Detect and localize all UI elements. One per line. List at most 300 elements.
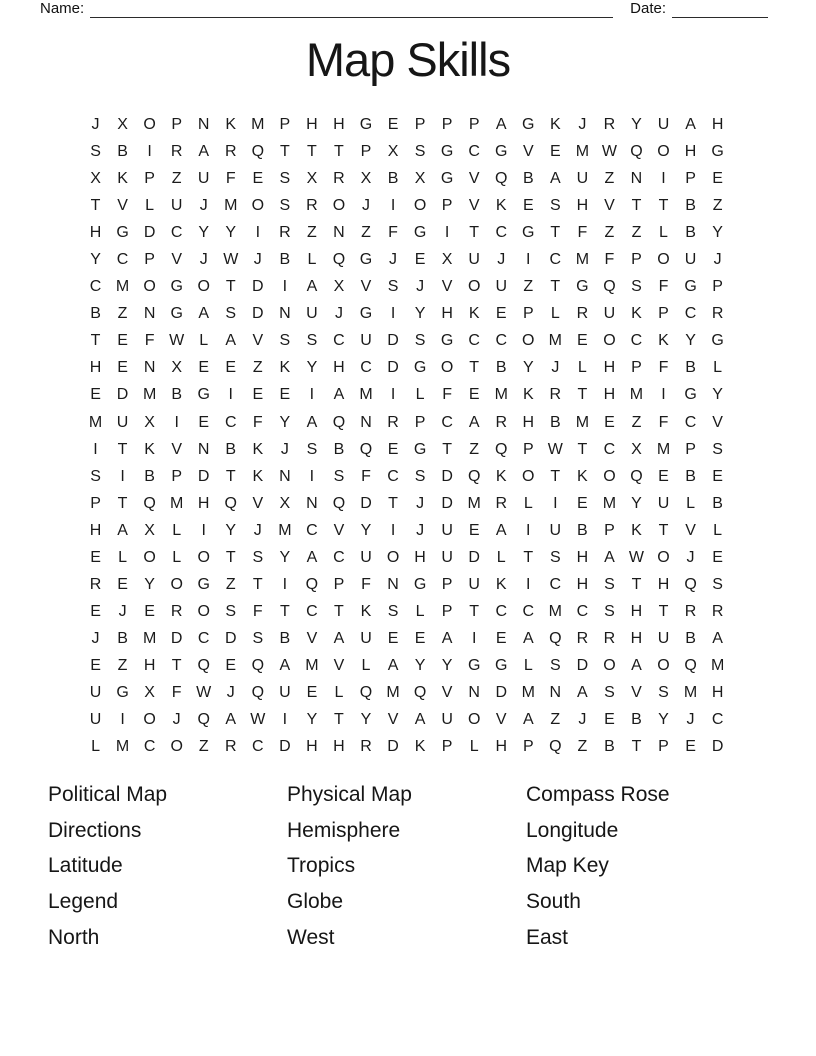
grid-cell-letter: X (90, 170, 101, 188)
grid-cell-letter: H (630, 602, 643, 620)
grid-cell-letter: I (309, 386, 315, 404)
word-list-item: Globe (287, 890, 344, 914)
grid-cell-letter: M (602, 494, 617, 512)
grid-cell-letter: Q (684, 575, 697, 593)
grid-cell-letter: U (360, 332, 372, 350)
grid-cell-letter: J (416, 494, 425, 512)
grid-cell-letter: Q (251, 683, 265, 701)
grid-cell-letter: Z (198, 738, 209, 756)
grid-cell-letter: V (306, 629, 318, 647)
grid-cell-letter: R (89, 575, 102, 593)
grid-cell-letter: Q (251, 656, 265, 674)
grid-cell-letter: O (143, 711, 156, 729)
grid-cell-letter: E (117, 332, 128, 350)
grid-cell-letter: M (278, 521, 292, 539)
grid-cell-letter: Q (197, 656, 210, 674)
grid-cell-letter: T (279, 143, 290, 161)
grid-cell-letter: U (441, 521, 453, 539)
grid-cell-letter: A (306, 548, 318, 566)
grid-cell-letter: X (144, 521, 155, 539)
grid-cell-letter: E (387, 440, 399, 458)
grid-cell-letter: Z (469, 440, 480, 458)
grid-cell-letter: E (117, 359, 128, 377)
grid-cell-letter: K (252, 467, 264, 485)
word-list-item: Longitude (526, 818, 619, 842)
grid-cell-letter: J (91, 116, 100, 133)
grid-cell-letter: Y (279, 548, 291, 566)
grid-cell-letter: K (495, 197, 507, 215)
grid-cell-letter: T (658, 602, 669, 620)
grid-cell-letter: V (387, 711, 399, 729)
grid-cell-letter: N (143, 359, 156, 377)
grid-cell-letter: D (441, 467, 453, 485)
grid-cell-letter: P (441, 116, 453, 133)
grid-cell-letter: C (684, 413, 697, 431)
grid-cell-letter: Q (603, 278, 616, 296)
grid-cell-letter: F (658, 413, 669, 431)
grid-cell-letter: F (144, 332, 155, 350)
grid-cell-letter: H (414, 548, 426, 566)
grid-cell-letter: C (333, 332, 345, 350)
grid-cell-letter: Z (631, 224, 642, 242)
grid-cell-letter: C (684, 305, 697, 323)
grid-cell-letter: E (306, 683, 318, 701)
grid-cell-letter: U (197, 170, 210, 188)
grid-cell-letter: Z (604, 224, 615, 242)
grid-cell-letter: U (360, 548, 372, 566)
grid-cell-letter: T (442, 440, 453, 458)
grid-cell-letter: T (631, 738, 642, 756)
grid-cell-letter: G (413, 359, 427, 377)
grid-cell-letter: B (90, 305, 101, 323)
word-list-item: South (526, 890, 581, 914)
grid-cell-letter: B (685, 197, 696, 215)
grid-cell-letter: B (685, 629, 696, 647)
grid-cell-letter: M (142, 386, 157, 404)
grid-cell-letter: J (280, 440, 289, 458)
grid-cell-letter: X (360, 170, 372, 188)
name-label: Name: (40, 0, 85, 17)
grid-cell-letter: T (631, 197, 642, 215)
grid-cell-letter: L (172, 548, 182, 566)
grid-cell-letter: Q (224, 494, 237, 512)
grid-cell-letter: I (661, 386, 666, 404)
grid-cell-letter: T (631, 575, 642, 593)
grid-cell-letter: C (711, 711, 724, 729)
grid-cell-letter: A (631, 656, 642, 674)
grid-cell-letter: P (604, 521, 615, 539)
grid-cell-letter: P (333, 575, 345, 593)
grid-cell-letter: V (252, 494, 264, 512)
grid-cell-letter: R (224, 143, 237, 161)
grid-cell-letter: L (523, 656, 533, 674)
grid-cell-letter: T (469, 602, 480, 620)
grid-row (82, 381, 731, 408)
grid-cell-letter: C (170, 224, 183, 242)
grid-cell-letter: Y (198, 224, 210, 242)
grid-cell-letter: H (197, 494, 210, 512)
grid-cell-letter: F (658, 359, 669, 377)
grid-cell-letter: V (631, 683, 642, 701)
grid-row (82, 273, 731, 300)
grid-cell-letter: P (414, 116, 426, 133)
page-title: Map Skills (305, 33, 511, 86)
grid-cell-letter: V (441, 683, 453, 701)
grid-cell-letter: D (116, 386, 129, 404)
grid-cell-letter: M (710, 656, 725, 674)
word-list (48, 777, 776, 955)
grid-cell-letter: I (282, 278, 288, 296)
grid-cell-letter: X (414, 170, 426, 188)
grid-cell-letter: U (657, 494, 670, 512)
grid-cell-letter: E (90, 602, 101, 620)
grid-cell-letter: Z (361, 224, 371, 242)
grid-cell-letter: C (495, 224, 507, 242)
grid-cell-letter: P (414, 413, 426, 431)
grid-cell-letter: A (387, 656, 399, 674)
grid-cell-letter: Y (658, 711, 669, 729)
grid-cell-letter: B (279, 251, 291, 269)
grid-cell-letter: V (522, 143, 534, 161)
grid-cell-letter: F (388, 224, 398, 242)
grid-cell-letter: I (526, 521, 531, 539)
grid-cell-letter: Y (441, 656, 453, 674)
grid-cell-letter: U (89, 711, 102, 729)
grid-cell-letter: K (549, 116, 561, 133)
grid-cell-letter: J (172, 711, 181, 729)
grid-cell-letter: E (198, 413, 210, 431)
grid-cell-letter: O (170, 738, 183, 756)
grid-cell-letter: S (712, 575, 723, 593)
name-blank-line (90, 2, 613, 18)
grid-cell-letter: T (90, 332, 101, 350)
grid-cell-letter: G (116, 224, 129, 242)
grid-cell-letter: Z (712, 197, 723, 215)
grid-cell-letter: K (522, 386, 534, 404)
grid-cell-letter: C (522, 602, 535, 620)
grid-cell-letter: V (333, 656, 345, 674)
grid-cell-letter: U (89, 683, 102, 701)
grid-cell-letter: N (333, 224, 345, 242)
grid-cell-letter: P (441, 602, 453, 620)
grid-cell-letter: A (468, 413, 480, 431)
grid-cell-letter: U (360, 629, 372, 647)
grid-cell-letter: C (116, 251, 129, 269)
grid-cell-letter: O (251, 197, 265, 215)
grid-cell-letter: S (90, 143, 101, 161)
grid-cell-letter: G (116, 683, 129, 701)
grid-cell-letter: K (468, 305, 480, 323)
grid-cell-letter: A (549, 170, 561, 188)
grid-cell-letter: R (279, 224, 291, 242)
grid-cell-letter: M (656, 440, 671, 458)
grid-cell-letter: Y (631, 494, 642, 512)
grid-cell-letter: X (387, 143, 399, 161)
grid-cell-letter: O (413, 197, 427, 215)
grid-cell-letter: H (522, 413, 535, 431)
grid-cell-letter: S (631, 278, 642, 296)
grid-cell-letter: Y (306, 359, 318, 377)
grid-cell-letter: I (93, 440, 98, 458)
grid-cell-letter: M (521, 683, 535, 701)
grid-cell-letter: V (441, 278, 453, 296)
grid-cell-letter: S (90, 467, 101, 485)
grid-cell-letter: G (440, 143, 454, 161)
grid-cell-letter: O (467, 711, 481, 729)
grid-cell-letter: I (255, 224, 261, 242)
grid-cell-letter: Y (414, 656, 426, 674)
grid-cell-letter: J (551, 359, 560, 377)
grid-cell-letter: L (713, 521, 723, 539)
grid-cell-letter: Q (332, 494, 346, 512)
grid-cell-letter: U (468, 251, 480, 269)
grid-cell-letter: G (711, 332, 724, 350)
grid-cell-letter: E (604, 413, 615, 431)
grid-cell-letter: P (712, 278, 723, 296)
grid-cell-letter: E (577, 332, 588, 350)
grid-cell-letter: F (361, 467, 371, 485)
grid-cell-letter: D (224, 629, 237, 647)
grid-cell-letter: L (199, 332, 209, 350)
grid-cell-letter: Q (495, 170, 508, 188)
grid-cell-letter: C (495, 332, 507, 350)
grid-cell-letter: E (712, 467, 723, 485)
grid-cell-letter: S (306, 332, 318, 350)
grid-cell-letter: G (359, 251, 373, 269)
grid-cell-letter: W (628, 548, 645, 566)
grid-cell-letter: K (631, 521, 642, 539)
grid-cell-letter: Q (549, 738, 562, 756)
grid-cell-letter: S (549, 197, 561, 215)
grid-cell-letter: T (469, 224, 480, 242)
grid-cell-letter: A (441, 629, 453, 647)
grid-cell-letter: O (143, 116, 156, 133)
grid-cell-letter: E (90, 548, 101, 566)
grid-cell-letter: L (145, 197, 155, 215)
grid-cell-letter: T (225, 548, 236, 566)
grid-cell-letter: O (467, 278, 481, 296)
grid-cell-letter: J (497, 251, 506, 269)
grid-cell-letter: E (225, 359, 237, 377)
grid-cell-letter: H (576, 575, 589, 593)
grid-cell-letter: E (198, 359, 210, 377)
grid-cell-letter: G (684, 386, 697, 404)
grid-cell-letter: I (147, 143, 152, 161)
grid-cell-letter: J (416, 278, 425, 296)
grid-cell-letter: C (603, 440, 616, 458)
grid-cell-letter: P (360, 143, 372, 161)
worksheet-header (40, 0, 768, 18)
grid-cell-letter: E (658, 467, 669, 485)
grid-cell-letter: U (684, 251, 697, 269)
grid-row (82, 165, 731, 192)
grid-cell-letter: J (199, 251, 208, 269)
grid-cell-letter: P (631, 359, 642, 377)
grid-cell-letter: F (442, 386, 453, 404)
grid-cell-letter: R (495, 413, 507, 431)
grid-cell-letter: A (225, 711, 237, 729)
grid-cell-letter: A (577, 683, 588, 701)
grid-cell-letter: T (469, 359, 480, 377)
grid-cell-letter: I (309, 467, 315, 485)
grid-cell-letter: F (361, 575, 371, 593)
date-blank-line (672, 2, 768, 18)
grid-cell-letter: A (414, 711, 426, 729)
grid-cell-letter: A (333, 386, 345, 404)
grid-cell-letter: Y (144, 575, 155, 593)
grid-cell-letter: V (468, 197, 480, 215)
grid-cell-letter: V (252, 332, 264, 350)
grid-cell-letter: E (468, 521, 480, 539)
grid-cell-letter: L (523, 494, 533, 512)
grid-cell-letter: T (550, 224, 561, 242)
grid-cell-letter: A (198, 305, 210, 323)
grid-cell-letter: K (631, 305, 642, 323)
grid-cell-letter: S (658, 683, 669, 701)
grid-cell-letter: V (360, 278, 372, 296)
grid-cell-letter: W (169, 332, 185, 350)
grid-cell-letter: E (144, 602, 155, 620)
grid-row (82, 598, 731, 625)
grid-cell-letter: H (306, 116, 318, 133)
grid-cell-letter: J (578, 116, 587, 133)
grid-cell-letter: Z (117, 305, 128, 323)
grid-cell-letter: G (495, 143, 508, 161)
grid-cell-letter: U (441, 711, 453, 729)
grid-cell-letter: G (684, 278, 697, 296)
grid-cell-letter: F (252, 413, 263, 431)
grid-cell-letter: G (495, 656, 508, 674)
word-list-item: Political Map (48, 783, 168, 806)
grid-cell-letter: S (252, 629, 264, 647)
grid-cell-letter: L (686, 494, 695, 512)
grid-cell-letter: V (685, 521, 696, 539)
grid-cell-letter: T (334, 711, 344, 729)
grid-cell-letter: R (549, 386, 562, 404)
grid-cell-letter: K (658, 332, 669, 350)
grid-cell-letter: R (711, 602, 724, 620)
grid-cell-letter: X (171, 359, 182, 377)
grid-cell-letter: L (361, 656, 371, 674)
grid-cell-letter: B (279, 629, 291, 647)
grid-cell-letter: H (711, 683, 724, 701)
grid-cell-letter: O (143, 548, 156, 566)
grid-cell-letter: U (495, 278, 507, 296)
grid-cell-letter: Q (630, 143, 643, 161)
grid-cell-letter: T (550, 467, 561, 485)
grid-cell-letter: S (279, 170, 291, 188)
grid-cell-letter: E (414, 629, 426, 647)
grid-cell-letter: S (414, 467, 426, 485)
grid-cell-letter: B (685, 467, 696, 485)
grid-cell-letter: X (279, 494, 291, 512)
grid-cell-letter: V (712, 413, 723, 431)
grid-cell-letter: L (713, 359, 723, 377)
grid-cell-letter: A (495, 521, 507, 539)
grid-cell-letter: U (576, 170, 589, 188)
word-list-item: East (526, 925, 569, 949)
grid-cell-letter: O (522, 332, 535, 350)
grid-cell-letter: H (333, 738, 345, 756)
grid-cell-letter: T (577, 440, 588, 458)
grid-cell-letter: A (117, 521, 128, 539)
grid-cell-letter: T (550, 278, 561, 296)
grid-cell-letter: I (390, 521, 396, 539)
grid-cell-letter: O (197, 278, 210, 296)
word-list-item: Map Key (526, 854, 609, 878)
grid-cell-letter: M (683, 683, 698, 701)
grid-cell-letter: K (279, 359, 291, 377)
grid-cell-letter: T (171, 656, 182, 674)
grid-cell-letter: Q (332, 251, 346, 269)
grid-cell-letter: G (197, 386, 210, 404)
grid-cell-letter: J (361, 197, 370, 215)
grid-cell-letter: E (685, 738, 696, 756)
grid-cell-letter: H (441, 305, 453, 323)
grid-cell-letter: T (658, 197, 669, 215)
grid-cell-letter: O (657, 251, 670, 269)
grid-cell-letter: P (171, 467, 182, 485)
grid-cell-letter: V (495, 711, 507, 729)
grid-cell-letter: R (576, 305, 589, 323)
grid-cell-letter: B (117, 629, 128, 647)
grid-cell-letter: B (631, 711, 642, 729)
grid-cell-letter: X (333, 278, 345, 296)
grid-cell-letter: E (577, 494, 588, 512)
grid-cell-letter: O (657, 656, 670, 674)
grid-cell-letter: M (170, 494, 184, 512)
grid-cell-letter: Z (117, 656, 128, 674)
grid-cell-letter: T (577, 386, 588, 404)
grid-cell-letter: K (360, 602, 372, 620)
grid-cell-letter: I (282, 711, 288, 729)
grid-row (82, 733, 731, 760)
grid-cell-letter: Q (630, 467, 643, 485)
grid-cell-letter: E (495, 629, 507, 647)
grid-cell-letter: M (548, 332, 562, 350)
grid-cell-letter: M (115, 278, 130, 296)
grid-cell-letter: R (224, 738, 237, 756)
grid-cell-letter: P (468, 116, 480, 133)
grid-cell-letter: P (658, 738, 669, 756)
grid-cell-letter: Y (631, 116, 642, 133)
grid-cell-letter: D (360, 494, 372, 512)
grid-cell-letter: P (685, 440, 696, 458)
grid-cell-letter: S (333, 467, 345, 485)
grid-cell-letter: R (387, 413, 399, 431)
grid-cell-letter: Y (225, 521, 237, 539)
grid-cell-letter: M (575, 251, 590, 269)
grid-cell-letter: J (416, 521, 425, 539)
grid-cell-letter: G (170, 278, 183, 296)
grid-cell-letter: H (603, 359, 616, 377)
grid-cell-letter: T (225, 467, 236, 485)
grid-cell-letter: K (117, 170, 128, 188)
grid-cell-letter: G (413, 224, 427, 242)
grid-row (82, 652, 731, 679)
grid-cell-letter: H (333, 359, 345, 377)
grid-cell-letter: C (468, 143, 480, 161)
grid-cell-letter: F (225, 170, 236, 188)
grid-cell-letter: E (252, 170, 264, 188)
grid-cell-letter: A (604, 548, 615, 566)
grid-cell-letter: W (547, 440, 563, 458)
grid-cell-letter: J (686, 548, 695, 566)
grid-cell-letter: M (88, 413, 103, 431)
grid-cell-letter: C (89, 278, 102, 296)
grid-cell-letter: G (359, 116, 373, 133)
grid-cell-letter: R (711, 305, 724, 323)
